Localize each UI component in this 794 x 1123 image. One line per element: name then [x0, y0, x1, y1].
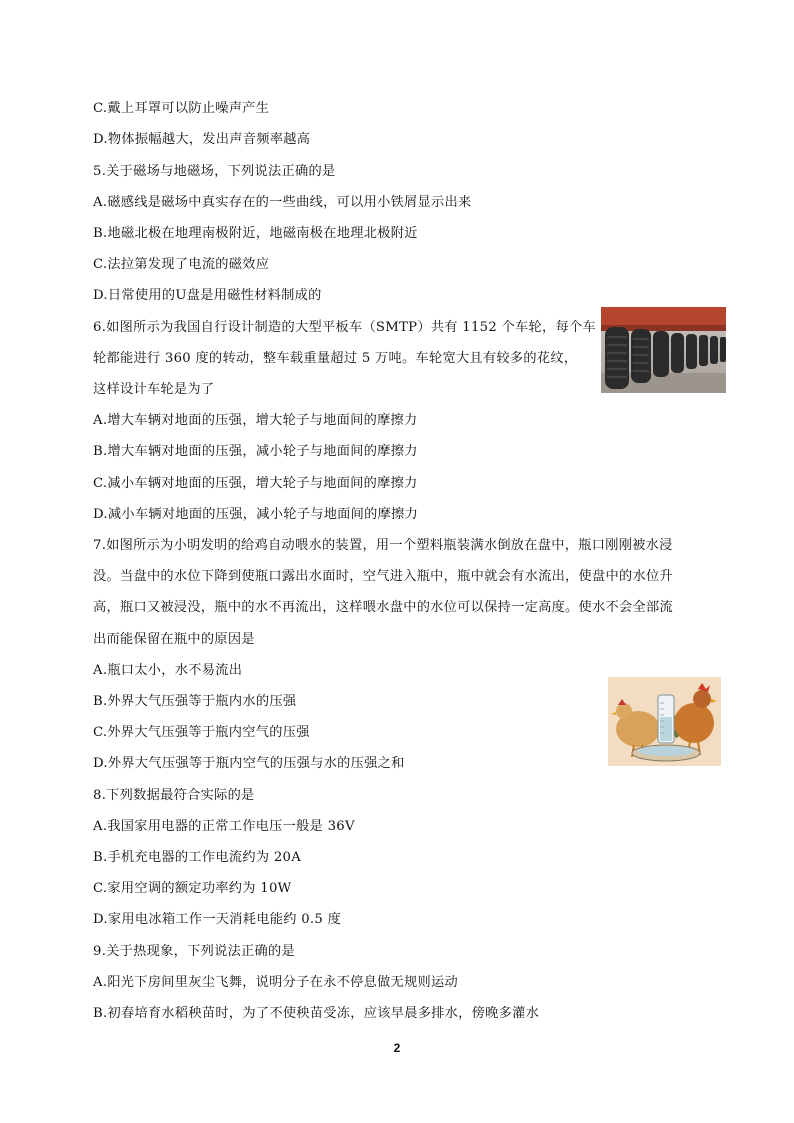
question-7-line-4: 出而能保留在瓶中的原因是 — [93, 632, 255, 647]
option-d-q7: D.外界大气压强等于瓶内空气的压强与水的压强之和 — [93, 756, 405, 771]
option-d-q4: D.物体振幅越大，发出声音频率越高 — [93, 132, 311, 147]
option-a-q8: A.我国家用电器的正常工作电压一般是 36V — [93, 819, 355, 834]
option-c-q8: C.家用空调的额定功率约为 10W — [93, 881, 292, 896]
question-8: 8.下列数据最符合实际的是 — [93, 788, 255, 803]
option-d-q6: D.减小车辆对地面的压强，减小轮子与地面间的摩擦力 — [93, 507, 419, 522]
option-a-q6: A.增大车辆对地面的压强，增大轮子与地面间的摩擦力 — [93, 413, 418, 428]
chicken-feeder-image — [608, 677, 721, 766]
option-d-q5: D.日常使用的U盘是用磁性材料制成的 — [93, 288, 322, 303]
option-c-q4: C.戴上耳罩可以防止噪声产生 — [93, 101, 270, 116]
option-a-q5: A.磁感线是磁场中真实存在的一些曲线，可以用小铁屑显示出来 — [93, 195, 472, 210]
option-b-q8: B.手机充电器的工作电流约为 20A — [93, 850, 302, 865]
truck-wheels-image — [601, 307, 726, 393]
option-b-q9: B.初春培育水稻秧苗时，为了不使秧苗受冻，应该早晨多排水，傍晚多灌水 — [93, 1006, 540, 1021]
option-b-q5: B.地磁北极在地理南极附近，地磁南极在地理北极附近 — [93, 226, 418, 241]
option-c-q6: C.减小车辆对地面的压强，增大轮子与地面间的摩擦力 — [93, 476, 418, 491]
question-7-line-2: 没。当盘中的水位下降到使瓶口露出水面时，空气进入瓶中，瓶中就会有水流出，使盘中的水位升 — [93, 569, 673, 584]
question-6-line-1: 6.如图所示为我国自行设计制造的大型平板车（SMTP）共有 1152 个车轮，每个车 — [93, 320, 596, 335]
question-9: 9.关于热现象，下列说法正确的是 — [93, 944, 296, 959]
option-c-q7: C.外界大气压强等于瓶内空气的压强 — [93, 725, 310, 740]
option-b-q6: B.增大车辆对地面的压强，减小轮子与地面间的摩擦力 — [93, 444, 418, 459]
question-6-line-2: 轮都能进行 360 度的转动，整车载重量超过 5 万吨。车轮宽大且有较多的花纹， — [93, 351, 578, 366]
page-number: 2 — [393, 1041, 401, 1055]
question-6-line-3: 这样设计车轮是为了 — [93, 382, 215, 397]
option-c-q5: C.法拉第发现了电流的磁效应 — [93, 257, 270, 272]
question-5: 5.关于磁场与地磁场，下列说法正确的是 — [93, 164, 336, 179]
question-7-line-3: 高，瓶口又被浸没，瓶中的水不再流出，这样喂水盘中的水位可以保持一定高度。使水不会全部流 — [93, 600, 673, 615]
option-b-q7: B.外界大气压强等于瓶内水的压强 — [93, 694, 297, 709]
option-a-q9: A.阳光下房间里灰尘飞舞，说明分子在永不停息做无规则运动 — [93, 975, 458, 990]
option-a-q7: A.瓶口太小，水不易流出 — [93, 663, 243, 678]
question-7-line-1: 7.如图所示为小明发明的给鸡自动喂水的装置，用一个塑料瓶装满水倒放在盘中，瓶口刚刚被水浸 — [93, 538, 673, 553]
option-d-q8: D.家用电冰箱工作一天消耗电能约 0.5 度 — [93, 912, 342, 927]
